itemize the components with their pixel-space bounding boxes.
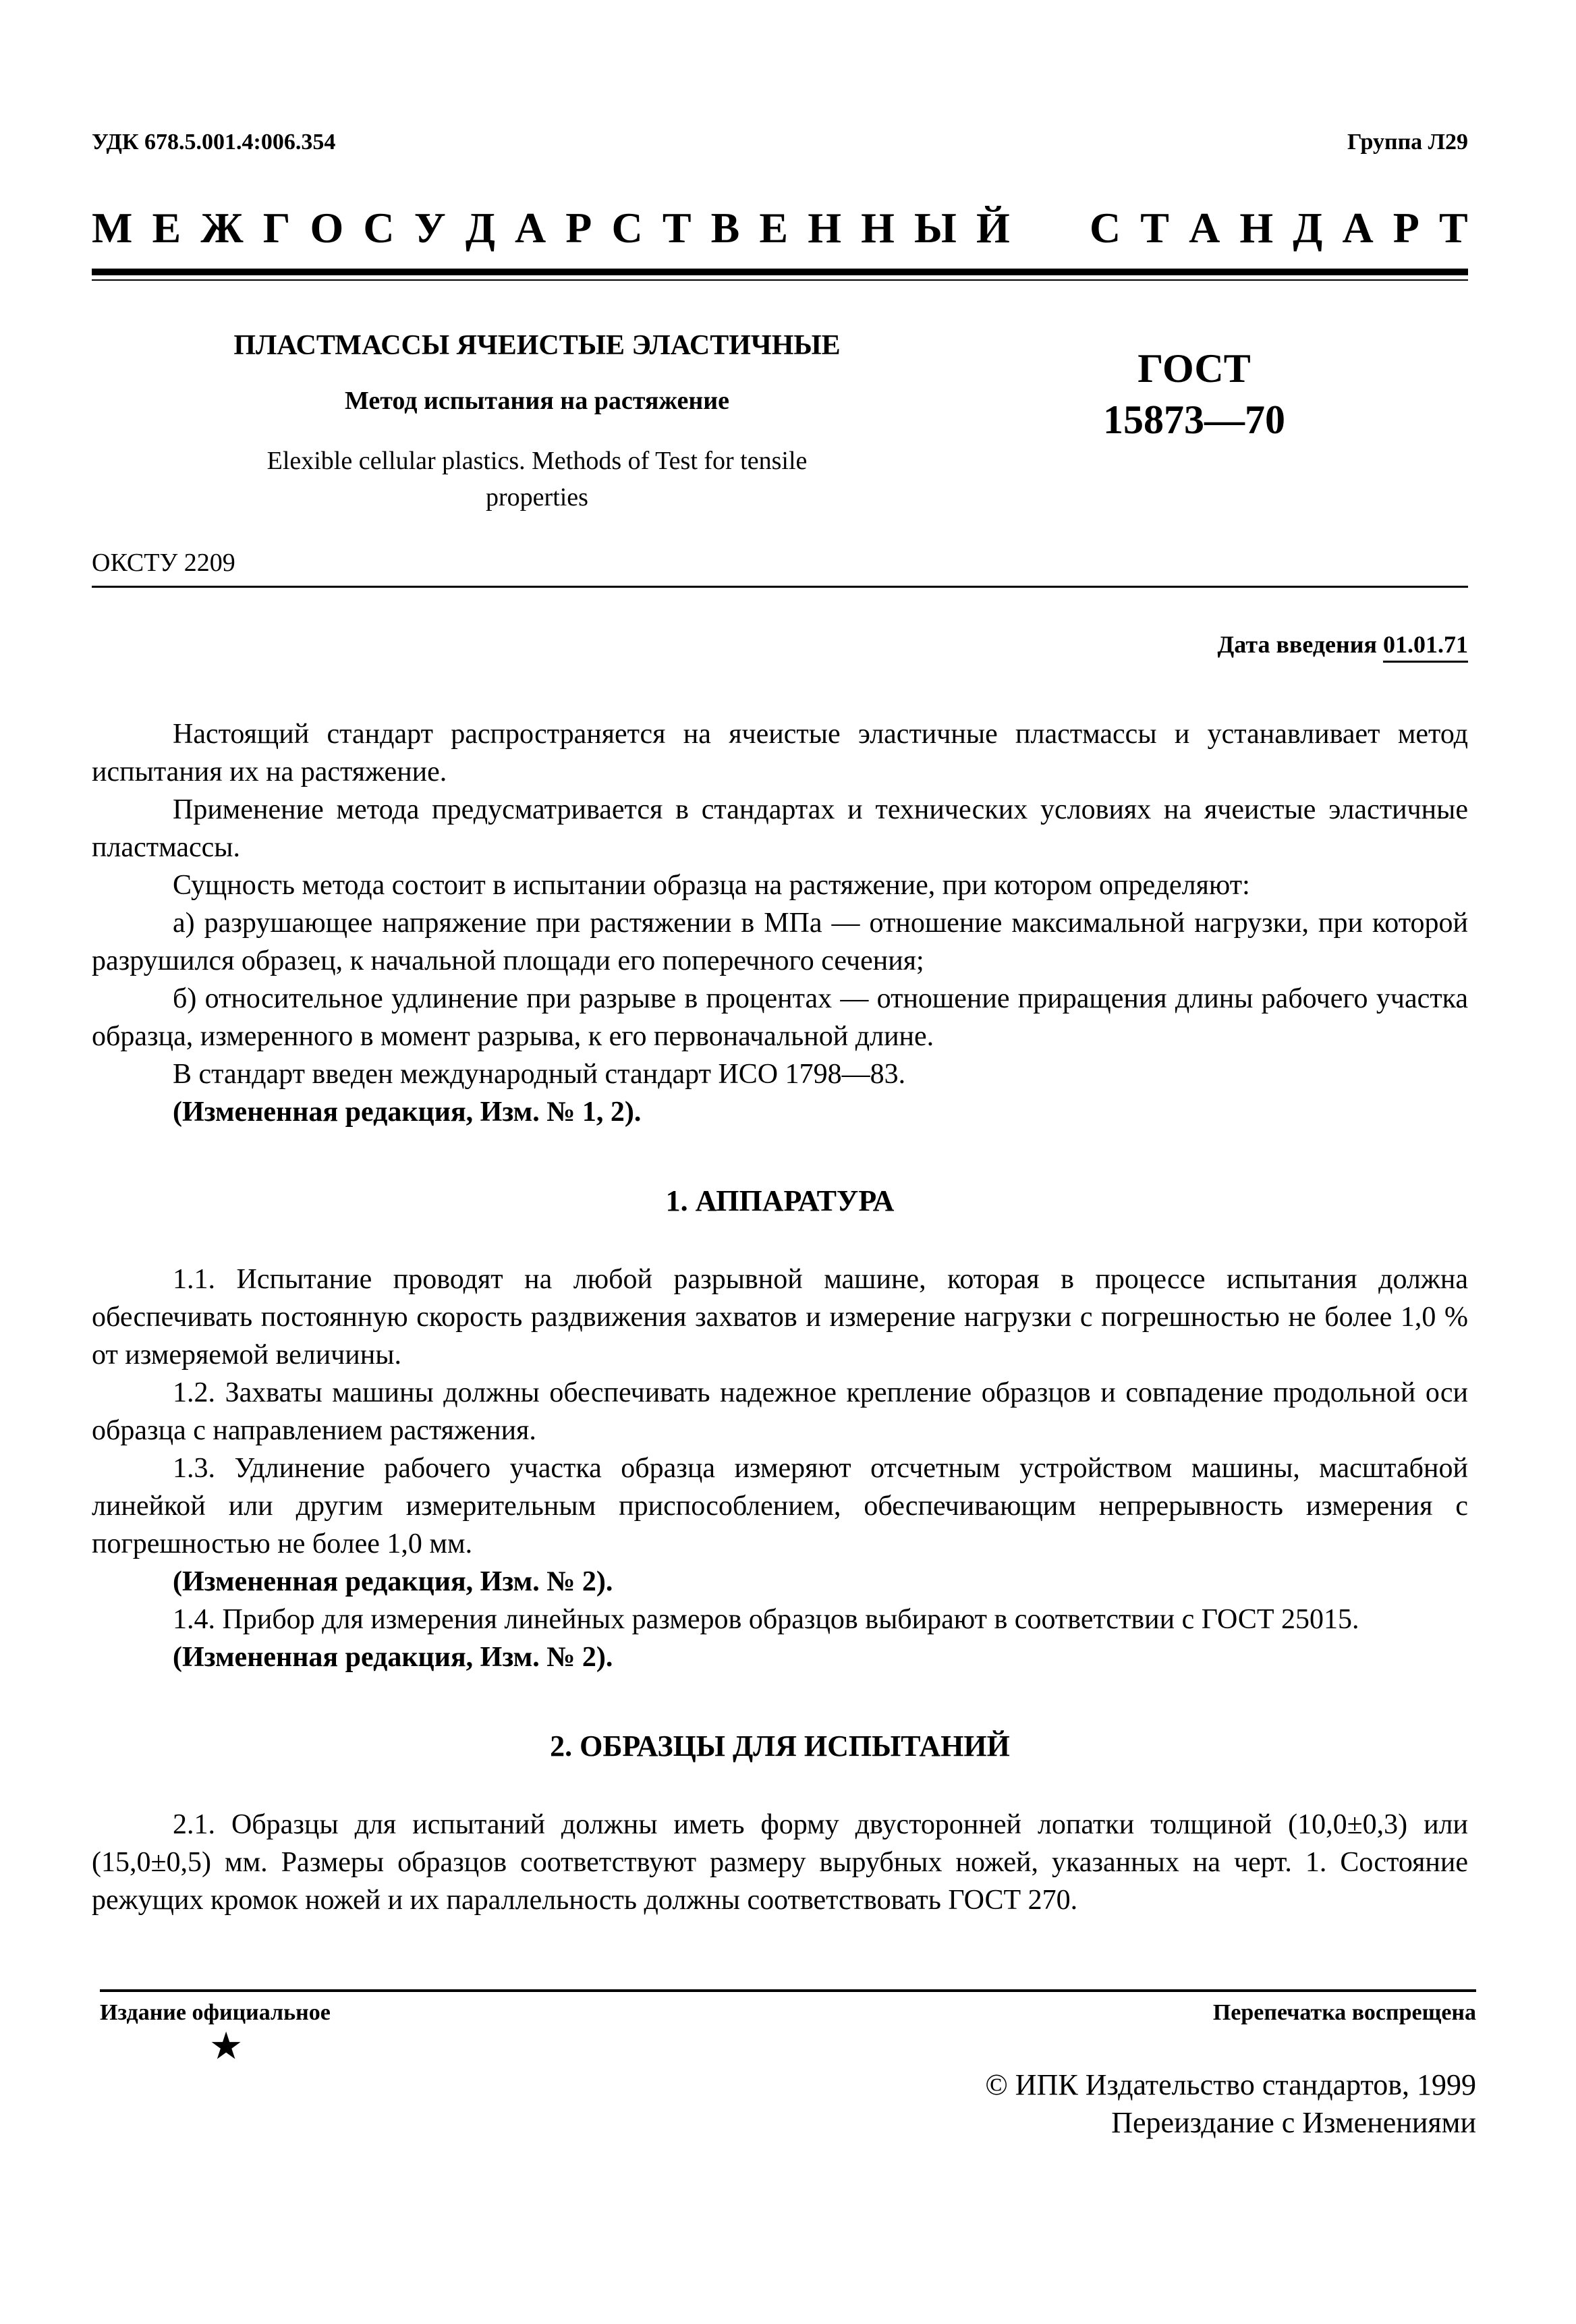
title-rule bbox=[92, 586, 1468, 588]
intro-paragraph: б) относительное удлинение при разрыве в процентах — отношение приращения длины рабочего участка образца, измеренного в момент разрыва, к его первоначальной длине. bbox=[92, 983, 1468, 1052]
official-edition-label: Издание официальное bbox=[100, 2000, 331, 2025]
intro-paragraph: Применение метода предусматривается в стандартах и технических условиях на ячеистые эластичные пластмассы. bbox=[92, 794, 1468, 863]
date-label: Дата введения bbox=[1217, 631, 1377, 658]
heading-letter: Е bbox=[759, 204, 789, 252]
intro-paragraph: В стандарт введен международный стандарт ИСО 1798—83. bbox=[173, 1059, 906, 1090]
group-code: Группа Л29 bbox=[1347, 130, 1468, 155]
heading-letter: Т bbox=[1140, 204, 1169, 252]
heading-letter: Т bbox=[662, 204, 692, 252]
intro-paragraph: Сущность метода состоит в испытании образца на растяжение, при котором определяют: bbox=[173, 870, 1250, 901]
heading-letter: Н bbox=[808, 204, 841, 252]
heading-letter: Т bbox=[1438, 204, 1468, 252]
heading-letter: У bbox=[414, 204, 446, 252]
clause-paragraph: 2.1. Образцы для испытаний должны иметь форму двусторонней лопатки толщиной (10,0±0,3) или (15,0±0,5) мм. Размеры образцов соответствуют размеру вырубных ножей, указанных на черт. 1. Состояние режущих кромок ножей и их параллельность должны соответствовать ГОСТ 270. bbox=[92, 1809, 1468, 1916]
heading-letter: С bbox=[363, 204, 395, 252]
heading-letter: Д bbox=[1293, 204, 1323, 252]
section-heading: 1. АППАРАТУРА bbox=[665, 1184, 895, 1217]
reprint-prohibited-label: Перепечатка воспрещена bbox=[1212, 2000, 1476, 2025]
heading-letter: Ы bbox=[914, 204, 957, 252]
heading-letter: Р bbox=[565, 204, 592, 252]
clause-paragraph: 1.1. Испытание проводят на любой разрывной машине, которая в процессе испытания должна обеспечивать постоянную скорость раздвижения захватов и измерение нагрузки с погрешностью не более 1,0 % от измеряемой величины. bbox=[92, 1264, 1468, 1371]
document-subtitle: Метод испытания на растяжение bbox=[344, 387, 730, 415]
star-icon: ★ bbox=[209, 2026, 244, 2068]
clause-paragraph: 1.4. Прибор для измерения линейных размеров образцов выбирают в соответствии с ГОСТ 25015. bbox=[173, 1604, 1359, 1635]
amendment-note: (Измененная редакция, Изм. № 2). bbox=[173, 1566, 613, 1597]
heading-letter: М bbox=[92, 204, 133, 252]
heading-letter: С bbox=[611, 204, 643, 252]
heading-letter: Д bbox=[465, 204, 495, 252]
clause-paragraph: 1.3. Удлинение рабочего участка образца измеряют отсчетным устройством машины, масштабной линейкой или другим измерительным приспособлением, обеспечивающим непрерывность измерения с погрешностью не более 1,0 мм. bbox=[92, 1453, 1468, 1559]
reissue-line: Переиздание с Изменениями bbox=[1111, 2106, 1476, 2139]
heading-letter: Н bbox=[1239, 204, 1274, 252]
gost-designation bbox=[1052, 343, 1336, 445]
document-title: ПЛАСТМАССЫ ЯЧЕИСТЫЕ ЭЛАСТИЧНЫЕ bbox=[233, 330, 841, 361]
gost-number: 15873—70 bbox=[1103, 397, 1285, 442]
intro-paragraph: а) разрушающее напряжение при растяжении в МПа — отношение максимальной нагрузки, при которой разрушился образец, к начальной площади его поперечного сечения; bbox=[92, 908, 1468, 976]
heading-letter: А bbox=[514, 204, 546, 252]
amendment-note: (Измененная редакция, Изм. № 2). bbox=[173, 1642, 613, 1673]
english-title: Elexible cellular plastics. Methods of Test for tensile properties bbox=[266, 447, 808, 511]
title-block bbox=[92, 329, 982, 516]
heading-letter: Ж bbox=[200, 204, 244, 252]
amendment-note: (Измененная редакция, Изм. № 1, 2). bbox=[173, 1097, 642, 1128]
interstate-standard-heading bbox=[92, 201, 1468, 255]
udk-code: УДК 678.5.001.4:006.354 bbox=[92, 130, 336, 155]
heading-letter: Е bbox=[152, 204, 181, 252]
date-value: 01.01.71 bbox=[1383, 631, 1468, 663]
heading-letter: А bbox=[1342, 204, 1374, 252]
heading-letter: Й bbox=[976, 204, 1010, 252]
heading-letter: В bbox=[710, 204, 740, 252]
heading-letter: С bbox=[1089, 204, 1121, 252]
copyright-line: © ИПК Издательство стандартов, 1999 bbox=[985, 2068, 1476, 2101]
introduction-date bbox=[1218, 630, 1469, 659]
intro-paragraph: Настоящий стандарт распространяется на ячеистые эластичные пластмассы и устанавливает метод испытания их на растяжение. bbox=[92, 719, 1468, 787]
heading-letter: А bbox=[1189, 204, 1220, 252]
heading-letter: О bbox=[310, 204, 344, 252]
heading-letter: Н bbox=[861, 204, 895, 252]
heading-rule-thin bbox=[92, 279, 1468, 281]
footer-rule bbox=[100, 1989, 1476, 1992]
section-heading: 2. ОБРАЗЦЫ ДЛЯ ИСПЫТАНИЙ bbox=[550, 1730, 1010, 1763]
heading-letter: Г bbox=[262, 204, 291, 252]
heading-letter: Р bbox=[1392, 204, 1419, 252]
heading-rule-thick bbox=[92, 269, 1468, 275]
gost-label: ГОСТ bbox=[1137, 346, 1251, 391]
copyright-block bbox=[985, 2066, 1476, 2142]
document-body bbox=[92, 715, 1468, 1919]
clause-paragraph: 1.2. Захваты машины должны обеспечивать надежное крепление образцов и совпадение продольной оси образца с направлением растяжения. bbox=[92, 1377, 1468, 1446]
okstu-code: ОКСТУ 2209 bbox=[92, 549, 235, 577]
